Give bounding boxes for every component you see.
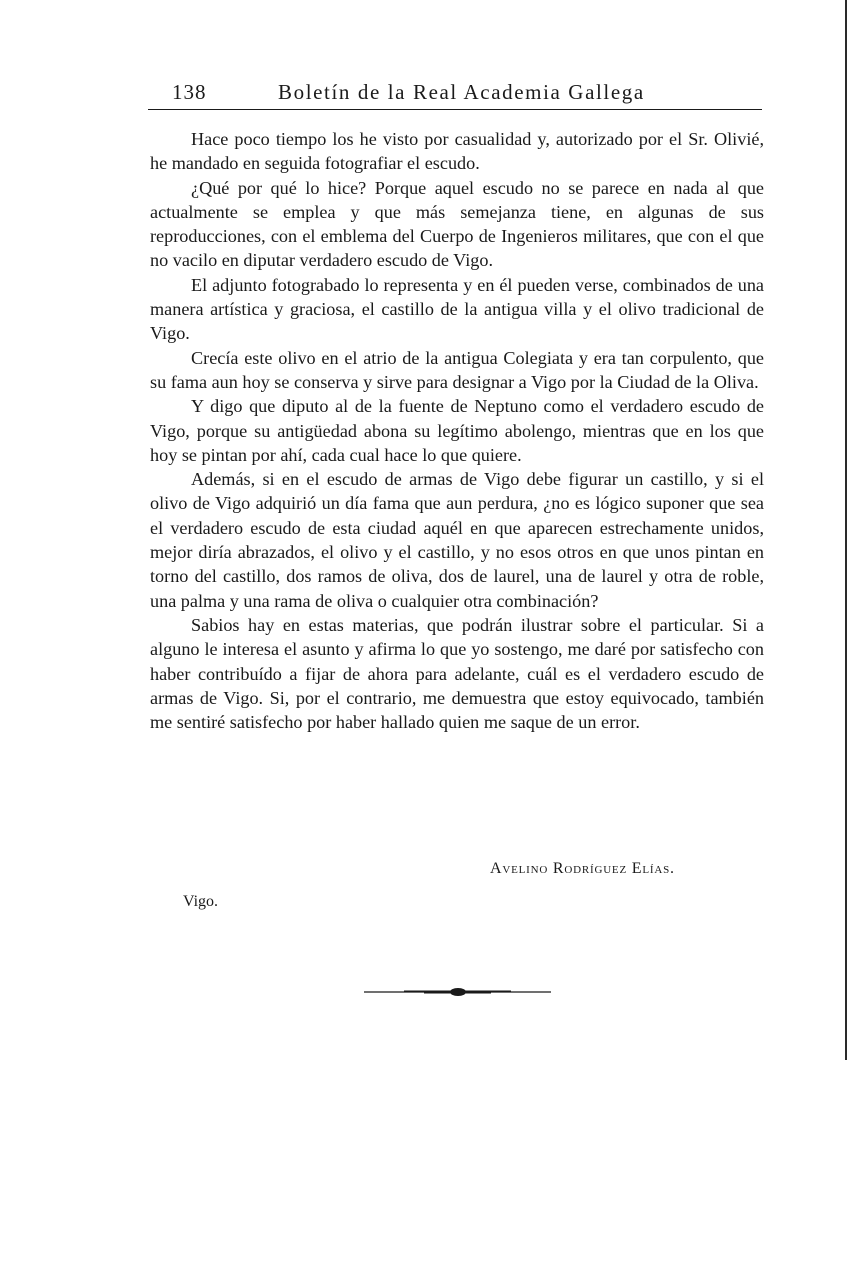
paragraph: Además, si en el escudo de armas de Vigo debe figurar un castillo, y si el olivo de Vigo adquirió un día fama que aun perdura, ¿no es lógico suponer que sea el verdadero escudo de esta ciudad aquél en que aparecen estrechamente unidos, mejor diría abrazados, el olivo y el castillo, y no esos otros en que unos pintan en torno del castillo, dos ramos de oliva, dos de laurel, una de laurel y otra de roble, una palma y una rama de oliva o cualquier otra combinación? bbox=[150, 469, 764, 611]
page-header bbox=[148, 78, 762, 108]
header-rule bbox=[148, 109, 762, 110]
paragraph: Crecía este olivo en el atrio de la antigua Colegiata y era tan corpulento, que su fama aun hoy se conserva y sirve para designar a Vigo por la Ciudad de la Oliva. bbox=[150, 347, 764, 392]
paragraph: Sabios hay en estas materias, que podrán ilustrar sobre el particular. Si a alguno le interesa el asunto y afirma lo que yo sostengo, me daré por satisfecho con haber contribuído a fijar de ahora para adelante, cuál es el verdadero escudo de armas de Vigo. Si, por el contrario, me demuestra que estoy equivocado, también me sentiré satisfecho por haber hallado quien me saque de un error. bbox=[150, 614, 764, 733]
page-edge-line bbox=[845, 0, 847, 1060]
article-body bbox=[150, 127, 764, 734]
running-title: Boletín de la Real Academia Gallega bbox=[278, 80, 645, 104]
ornament-divider-icon bbox=[364, 984, 551, 1000]
paragraph: Y digo que diputo al de la fuente de Neptuno como el verdadero escudo de Vigo, porque su antigüedad abona su legítimo abolengo, mientras que en los que hoy se pintan por ahí, cada cual hace lo que quiere. bbox=[150, 396, 764, 465]
page-number: 138 bbox=[172, 80, 207, 104]
place-line: Vigo. bbox=[183, 893, 219, 910]
paragraph: El adjunto fotograbado lo representa y en él pueden verse, combinados de una manera artística y graciosa, el castillo de la antigua villa y el olivo tradicional de Vigo. bbox=[150, 274, 764, 344]
author-signature: Avelino Rodríguez Elías. bbox=[490, 860, 675, 877]
paragraph: Hace poco tiempo los he visto por casualidad y, autorizado por el Sr. Olivié, he mandado en seguida fotografiar el escudo. bbox=[150, 129, 764, 174]
paragraph: ¿Qué por qué lo hice? Porque aquel escudo no se parece en nada al que actualmente se emplea y que más semejanza tiene, en algunas de sus reproducciones, con el emblema del Cuerpo de Ingenieros militares, que con el que no vacilo en diputar verdadero escudo de Vigo. bbox=[150, 177, 764, 271]
